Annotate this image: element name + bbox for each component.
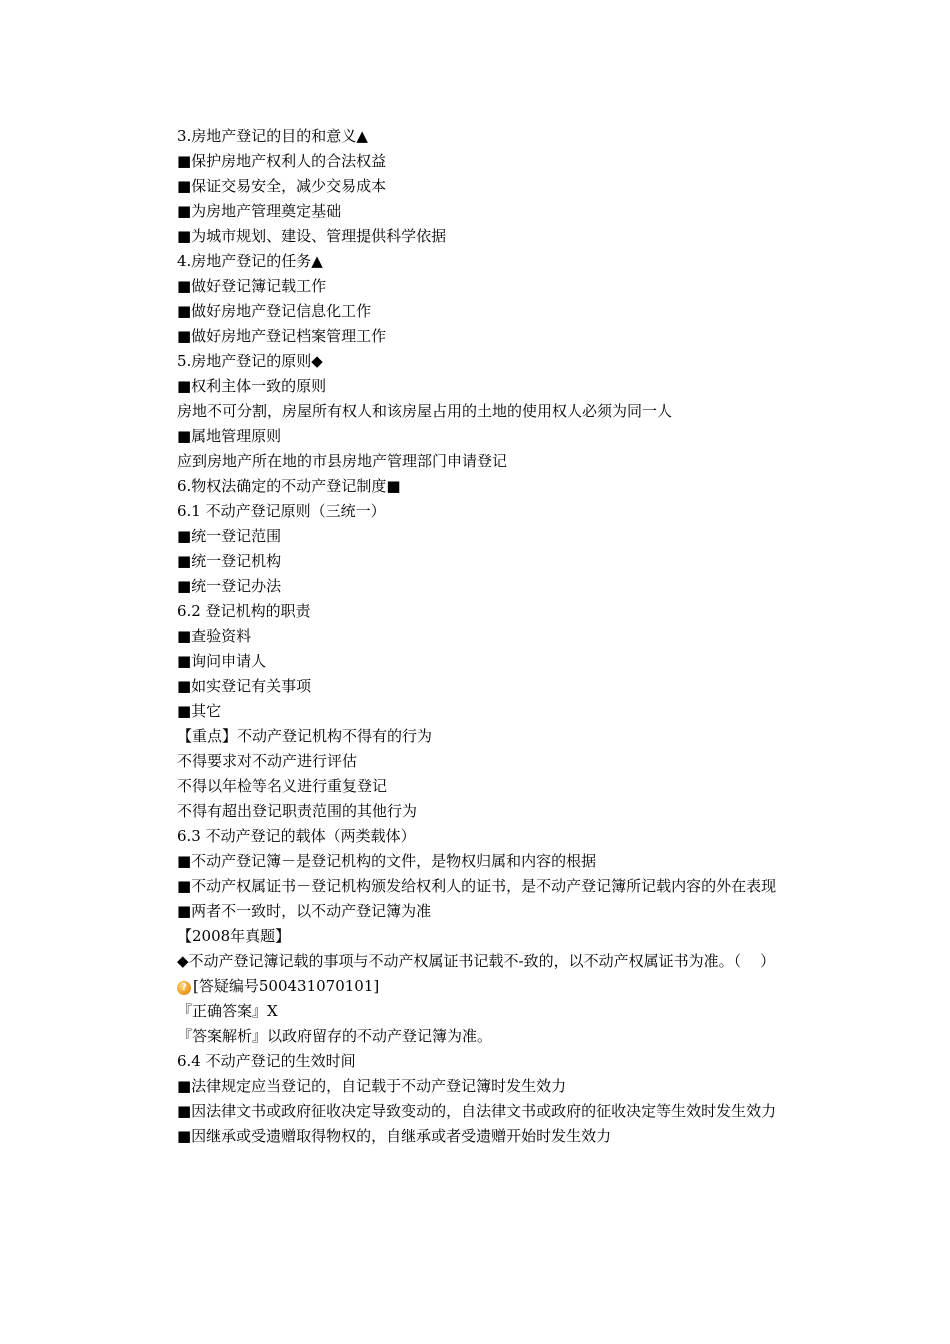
subsection-heading: 6.4 不动产登记的生效时间 xyxy=(177,1052,356,1070)
bullet-item: ■统一登记机构 xyxy=(177,552,282,570)
bullet-item: ■其它 xyxy=(177,702,222,720)
correct-answer: 『正确答案』X xyxy=(177,1002,278,1020)
section-heading: 4.房地产登记的任务▲ xyxy=(177,252,323,270)
subsection-heading: 6.1 不动产登记原则（三统一） xyxy=(177,502,386,520)
paragraph: 房地不可分割，房屋所有权人和该房屋占用的土地的使用权人必须为同一人 xyxy=(177,402,673,420)
bullet-item: ■保护房地产权利人的合法权益 xyxy=(177,152,387,170)
bullet-item: ■为房地产管理奠定基础 xyxy=(177,202,342,220)
answer-explanation: 『答案解析』以政府留存的不动产登记簿为准。 xyxy=(177,1027,493,1045)
section-heading: 6.物权法确定的不动产登记制度■ xyxy=(177,477,401,495)
paragraph: 应到房地产所在地的市县房地产管理部门申请登记 xyxy=(177,452,508,470)
bullet-item: ■法律规定应当登记的，自记载于不动产登记簿时发生效力 xyxy=(177,1077,567,1095)
qa-reference-line[interactable] xyxy=(144,974,804,999)
bullet-item: ■做好房地产登记档案管理工作 xyxy=(177,327,387,345)
bullet-item: ■保证交易安全，减少交易成本 xyxy=(177,177,387,195)
exam-question: ◆不动产登记簿记载的事项与不动产权属证书记载不-致的，以不动产权属证书为准。（ ） xyxy=(177,952,776,970)
bullet-item: ■查验资料 xyxy=(177,627,252,645)
subsection-heading: 6.2 登记机构的职责 xyxy=(177,602,311,620)
subsection-heading: 6.3 不动产登记的载体（两类载体） xyxy=(177,827,416,845)
document-body xyxy=(144,124,804,1149)
bullet-item: ■如实登记有关事项 xyxy=(177,677,312,695)
bullet-item: ■因法律文书或政府征收决定导致变动的，自法律文书或政府的征收决定等生效时发生效力 xyxy=(177,1102,777,1120)
bullet-item: ■询问申请人 xyxy=(177,652,267,670)
paragraph: 不得有超出登记职责范围的其他行为 xyxy=(177,802,418,820)
bullet-item: ■不动产登记簿－是登记机构的文件，是物权归属和内容的根据 xyxy=(177,852,597,870)
section-heading: 3.房地产登记的目的和意义▲ xyxy=(177,127,368,145)
bullet-item: ■统一登记范围 xyxy=(177,527,282,545)
question-icon[interactable]: ? xyxy=(177,981,191,995)
section-heading: 5.房地产登记的原则◆ xyxy=(177,352,323,370)
bullet-item: ■权利主体一致的原则 xyxy=(177,377,327,395)
paragraph: 不得要求对不动产进行评估 xyxy=(177,752,358,770)
bullet-item: ■不动产权属证书－登记机构颁发给权利人的证书，是不动产登记簿所记载内容的外在表现 xyxy=(177,877,777,895)
bullet-item: ■做好房地产登记信息化工作 xyxy=(177,302,372,320)
bullet-item: ■属地管理原则 xyxy=(177,427,282,445)
bullet-item: ■做好登记簿记载工作 xyxy=(177,277,327,295)
exam-heading: 【2008年真题】 xyxy=(177,927,291,945)
bullet-item: ■因继承或受遗赠取得物权的，自继承或者受遗赠开始时发生效力 xyxy=(177,1127,612,1145)
key-point-heading: 【重点】不动产登记机构不得有的行为 xyxy=(177,727,433,745)
qa-reference-number[interactable]: [答疑编号500431070101] xyxy=(193,977,380,995)
bullet-item: ■两者不一致时，以不动产登记簿为准 xyxy=(177,902,432,920)
bullet-item: ■统一登记办法 xyxy=(177,577,282,595)
paragraph: 不得以年检等名义进行重复登记 xyxy=(177,777,388,795)
bullet-item: ■为城市规划、建设、管理提供科学依据 xyxy=(177,227,447,245)
